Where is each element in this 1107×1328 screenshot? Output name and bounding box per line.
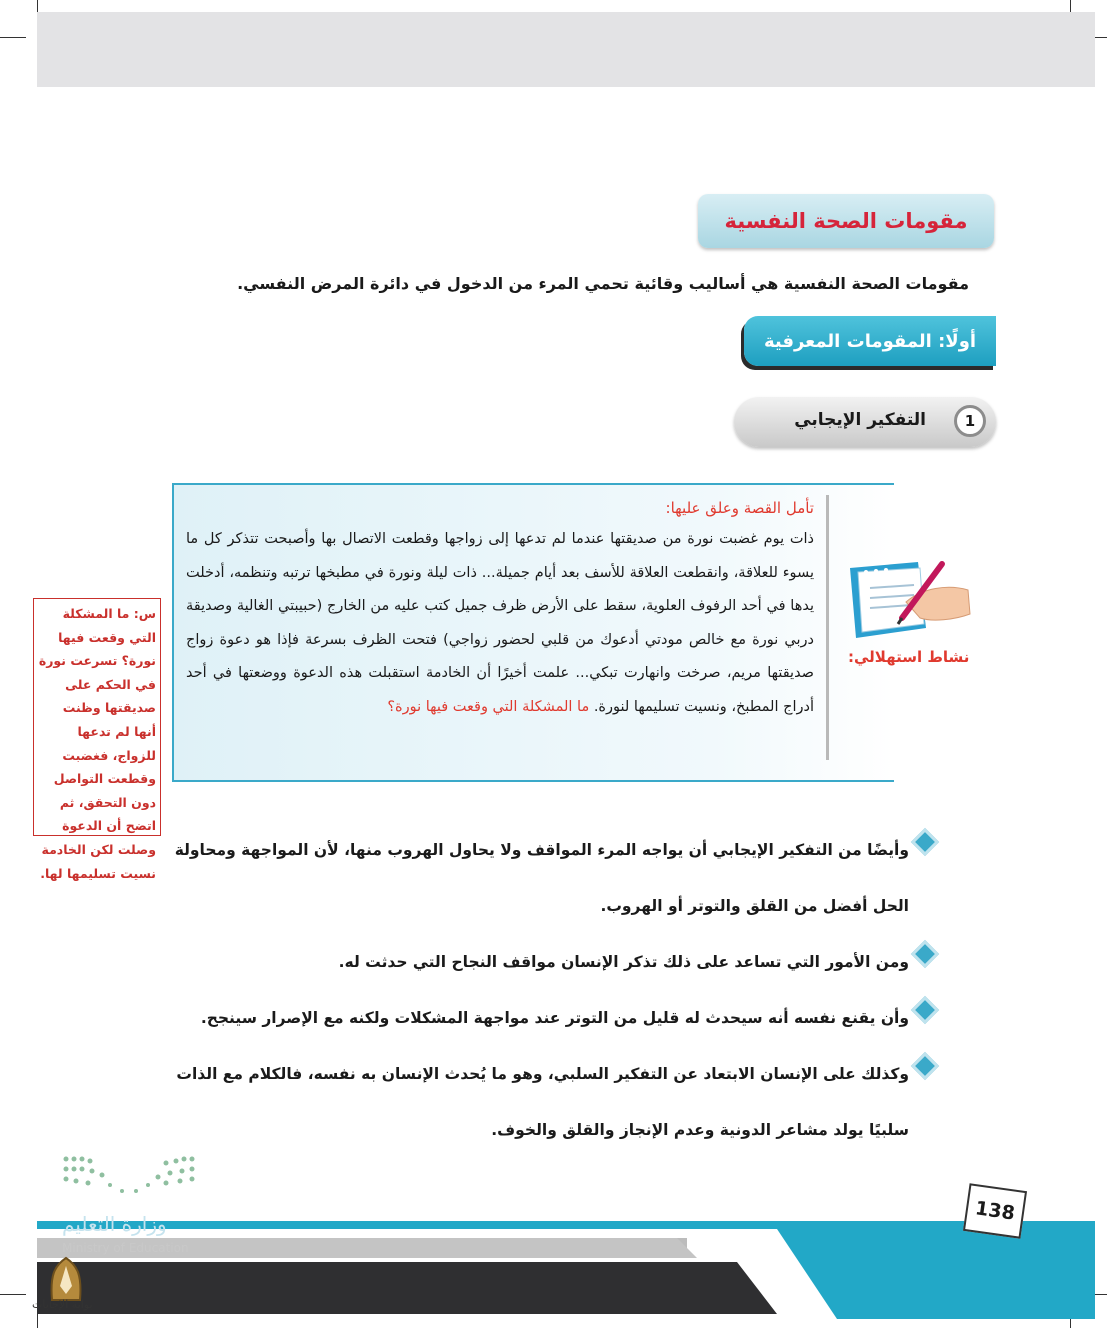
list-item	[159, 934, 939, 990]
subsection-number-badge: 1	[954, 405, 986, 437]
section-banner	[744, 316, 996, 366]
diamond-bullet-icon	[911, 940, 939, 968]
ministry-name-ar: وزارة التعليم	[62, 1212, 167, 1236]
writing-hand-icon	[836, 558, 974, 648]
side-answer-note: س: ما المشكلة التي وقعت فيها نورة؟ تسرعت نورة في الحكم على صديقتها وظنت أنها لم تدعها للزواج، فغضبت وقطعت التواصل دون التحقق، ثم اتضح أن الدعوة وصلت لكن الخادمة نسيت تسليمها لها.	[33, 598, 161, 836]
ministry-name-en: Ministry of Education	[62, 1241, 189, 1255]
section-title: أولًا: المقومات المعرفية	[763, 330, 977, 352]
page-number: 138	[963, 1183, 1027, 1239]
activity-content	[186, 499, 814, 724]
activity-label: نشاط استهلالي:	[848, 648, 970, 666]
list-item-text: وأن يقنع نفسه أنه سيحدث له قليل من التوتر عند مواجهة المشكلات ولكنه مع الإصرار سينجح.	[200, 1009, 909, 1027]
activity-heading: تأمل القصة وعلق عليها:	[665, 499, 814, 517]
crop-mark	[0, 1294, 26, 1295]
list-item-text: وأيضًا من التفكير الإيجابي أن يواجه المرء المواقف ولا يحاول الهروب منها، لأن المواجهة ومحاولة الحل أفضل من القلق والتوتر أو الهروب.	[174, 841, 909, 915]
ministry-logo-dots	[62, 1155, 197, 1199]
bullet-list	[159, 822, 939, 1158]
list-item-text: ومن الأمور التي تساعد على ذلك تذكر الإنسان مواقف النجاح التي حدثت له.	[338, 953, 909, 971]
list-item	[159, 990, 939, 1046]
page-title: مقومات الصحة النفسية	[724, 209, 968, 233]
crop-mark	[0, 37, 26, 38]
story-question: ما المشكلة التي وقعت فيها نورة؟	[387, 698, 590, 715]
list-item-text: وكذلك على الإنسان الابتعاد عن التفكير السلبي، وهو ما يُحدث الإنسان به نفسه، فالكلام مع الذات سلبيًا يولد مشاعر الدونية وعدم الإنجاز والقلق والخوف.	[176, 1065, 909, 1139]
footer-decoration	[37, 1221, 1095, 1319]
list-item	[159, 1046, 939, 1158]
story-text: ذات يوم غضبت نورة من صديقتها عندما لم تدعها إلى زواجها وقطعت الاتصال بها وأصبحت تتذكر كل ما يسوء للعلاقة، وانقطعت العلاقة للأسف بعد أيام جميلة... ذات ليلة ونورة في مطبخها ترتبه وتنظمه، أدخلت يدها في أحد الرفوف العلوية، سقط على الأرض ظرف جميل كتب عليه من الخارج (حبيبتي الغالية وصديقة دربي نورة مع خالص مودتي أدعوك من قلبي لحضور زواجي) فتحت الظرف بسرعة فإذا هو دعوة زواج صديقتها مريم، صرخت وانهارت تبكي... علمت أخيرًا أن الخادمة استقبلت هذه الدعوة ووضعتها في أحد أدراج المطبخ، ونسيت تسليمها لنورة.	[186, 531, 814, 715]
list-item	[159, 822, 939, 934]
top-band	[37, 12, 1095, 87]
portal-emblem-icon	[46, 1256, 86, 1302]
activity-story	[186, 523, 814, 724]
subsection-title: التفكير الإيجابي	[794, 410, 926, 430]
activity-box	[172, 483, 894, 782]
subsection-banner	[734, 397, 996, 447]
intro-paragraph: مقومات الصحة النفسية هي أساليب وقائية تحمي المرء من الدخول في دائرة المرض النفسي.	[237, 274, 969, 293]
activity-divider	[826, 495, 829, 760]
diamond-bullet-icon	[911, 828, 939, 856]
portal-watermark: بوابة الإجابات	[32, 1298, 93, 1311]
diamond-bullet-icon	[911, 996, 939, 1024]
diamond-bullet-icon	[911, 1052, 939, 1080]
main-title-banner	[698, 194, 994, 248]
